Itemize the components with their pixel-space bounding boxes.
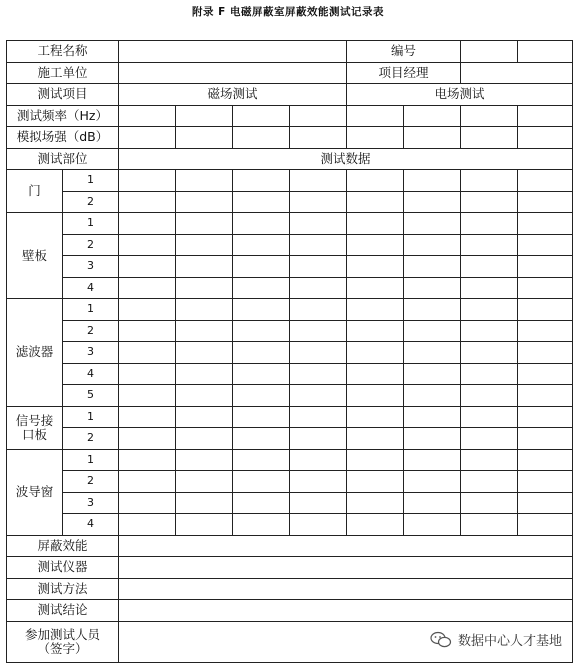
cell[interactable] xyxy=(404,170,461,192)
cell[interactable] xyxy=(176,385,233,407)
cell[interactable] xyxy=(119,428,176,450)
part-waveguide: 波导窗 xyxy=(7,449,63,535)
row-number: 1 xyxy=(63,406,119,428)
project-manager-label: 项目经理 xyxy=(347,62,461,84)
cell[interactable] xyxy=(347,342,404,364)
row-number: 2 xyxy=(63,471,119,493)
personnel-label: 参加测试人员（签字） xyxy=(7,621,119,662)
watermark-text: 数据中心人才基地 xyxy=(457,634,562,649)
cell[interactable] xyxy=(233,492,290,514)
cell[interactable] xyxy=(347,514,404,536)
cell[interactable] xyxy=(461,406,518,428)
cell[interactable] xyxy=(347,385,404,407)
cell[interactable] xyxy=(518,385,573,407)
cell[interactable] xyxy=(233,170,290,192)
cell[interactable] xyxy=(119,191,176,213)
cell[interactable] xyxy=(290,471,347,493)
part-door: 门 xyxy=(7,170,63,213)
cell[interactable] xyxy=(176,514,233,536)
cell[interactable] xyxy=(176,299,233,321)
part-signal-panel: 信号接口板 xyxy=(7,406,63,449)
cell[interactable] xyxy=(119,170,176,192)
part-filter: 滤波器 xyxy=(7,299,63,407)
cell[interactable] xyxy=(518,170,573,192)
cell[interactable] xyxy=(290,213,347,235)
electric-test-label: 电场测试 xyxy=(347,84,573,106)
cell[interactable] xyxy=(119,213,176,235)
cell[interactable] xyxy=(461,363,518,385)
cell[interactable] xyxy=(233,428,290,450)
cell[interactable] xyxy=(290,449,347,471)
conclusion-label: 测试结论 xyxy=(7,600,119,622)
wechat-icon xyxy=(430,631,452,649)
cell[interactable] xyxy=(404,514,461,536)
cell[interactable] xyxy=(233,320,290,342)
cell[interactable] xyxy=(404,492,461,514)
cell[interactable] xyxy=(461,234,518,256)
row-number: 2 xyxy=(63,320,119,342)
instrument-label: 测试仪器 xyxy=(7,557,119,579)
cell[interactable] xyxy=(233,342,290,364)
cell[interactable] xyxy=(290,428,347,450)
cell[interactable] xyxy=(290,127,347,149)
cell[interactable] xyxy=(176,406,233,428)
cell[interactable] xyxy=(119,299,176,321)
page-title: 附录 F 电磁屏蔽室屏蔽效能测试记录表 xyxy=(192,6,384,18)
cell[interactable] xyxy=(404,105,461,127)
cell[interactable] xyxy=(290,385,347,407)
test-data-label: 测试数据 xyxy=(119,148,573,170)
cell[interactable] xyxy=(347,320,404,342)
cell[interactable] xyxy=(119,105,176,127)
row-number: 1 xyxy=(63,170,119,192)
row-number: 1 xyxy=(63,213,119,235)
row-number: 2 xyxy=(63,234,119,256)
cell[interactable] xyxy=(119,385,176,407)
cell[interactable] xyxy=(233,277,290,299)
cell[interactable] xyxy=(233,385,290,407)
row-number: 3 xyxy=(63,256,119,278)
cell[interactable] xyxy=(119,449,176,471)
part-wall: 壁板 xyxy=(7,213,63,299)
cell[interactable] xyxy=(347,449,404,471)
cell[interactable] xyxy=(290,492,347,514)
row-number: 4 xyxy=(63,514,119,536)
project-manager-value[interactable] xyxy=(461,62,573,84)
cell[interactable] xyxy=(518,127,573,149)
cell[interactable] xyxy=(290,191,347,213)
cell[interactable] xyxy=(518,320,573,342)
cell[interactable] xyxy=(461,342,518,364)
watermark xyxy=(430,630,562,649)
cell[interactable] xyxy=(347,256,404,278)
cell[interactable] xyxy=(119,320,176,342)
cell[interactable] xyxy=(119,514,176,536)
row-number: 4 xyxy=(63,277,119,299)
row-number: 2 xyxy=(63,191,119,213)
cell[interactable] xyxy=(233,471,290,493)
cell[interactable] xyxy=(233,514,290,536)
cell[interactable] xyxy=(461,320,518,342)
cell[interactable] xyxy=(176,428,233,450)
cell[interactable] xyxy=(119,363,176,385)
cell[interactable] xyxy=(176,234,233,256)
cell[interactable] xyxy=(347,471,404,493)
cell[interactable] xyxy=(518,492,573,514)
cell[interactable] xyxy=(518,277,573,299)
cell[interactable] xyxy=(233,406,290,428)
sim-field-label: 模拟场强（dB） xyxy=(7,127,119,149)
cell[interactable] xyxy=(461,299,518,321)
cell[interactable] xyxy=(176,342,233,364)
cell[interactable] xyxy=(290,363,347,385)
cell[interactable] xyxy=(518,234,573,256)
cell[interactable] xyxy=(404,277,461,299)
cell[interactable] xyxy=(176,277,233,299)
cell[interactable] xyxy=(461,428,518,450)
cell[interactable] xyxy=(176,492,233,514)
cell[interactable] xyxy=(518,256,573,278)
cell[interactable] xyxy=(518,105,573,127)
cell[interactable] xyxy=(347,213,404,235)
cell[interactable] xyxy=(518,342,573,364)
cell[interactable] xyxy=(290,234,347,256)
cell[interactable] xyxy=(119,492,176,514)
cell[interactable] xyxy=(176,320,233,342)
cell[interactable] xyxy=(119,127,176,149)
cell[interactable] xyxy=(347,363,404,385)
cell[interactable] xyxy=(119,471,176,493)
cell[interactable] xyxy=(404,256,461,278)
cell[interactable] xyxy=(461,277,518,299)
cell[interactable] xyxy=(119,256,176,278)
cell[interactable] xyxy=(461,191,518,213)
cell[interactable] xyxy=(404,213,461,235)
cell[interactable] xyxy=(176,256,233,278)
cell[interactable] xyxy=(347,428,404,450)
test-frequency-label: 测试频率（Hz） xyxy=(7,105,119,127)
number-value[interactable] xyxy=(461,41,518,63)
cell[interactable] xyxy=(347,170,404,192)
cell[interactable] xyxy=(119,406,176,428)
cell[interactable] xyxy=(347,234,404,256)
cell[interactable] xyxy=(461,213,518,235)
cell[interactable] xyxy=(518,428,573,450)
cell[interactable] xyxy=(347,492,404,514)
cell[interactable] xyxy=(404,449,461,471)
cell[interactable] xyxy=(233,127,290,149)
cell[interactable] xyxy=(233,234,290,256)
row-number: 3 xyxy=(63,492,119,514)
cell[interactable] xyxy=(176,363,233,385)
cell[interactable] xyxy=(518,299,573,321)
cell[interactable] xyxy=(176,213,233,235)
cell[interactable] xyxy=(461,170,518,192)
cell[interactable] xyxy=(404,234,461,256)
cell[interactable] xyxy=(347,127,404,149)
construction-unit-label: 施工单位 xyxy=(7,62,119,84)
cell[interactable] xyxy=(290,105,347,127)
test-record-table xyxy=(6,40,573,663)
cell[interactable] xyxy=(290,514,347,536)
conclusion-value[interactable] xyxy=(119,600,573,622)
cell[interactable] xyxy=(404,406,461,428)
cell[interactable] xyxy=(518,471,573,493)
cell[interactable] xyxy=(233,191,290,213)
cell[interactable] xyxy=(233,213,290,235)
shield-efficiency-value[interactable] xyxy=(119,535,573,557)
row-number: 1 xyxy=(63,449,119,471)
row-number: 5 xyxy=(63,385,119,407)
cell[interactable] xyxy=(518,449,573,471)
cell[interactable] xyxy=(233,363,290,385)
magnetic-test-label: 磁场测试 xyxy=(119,84,347,106)
cell[interactable] xyxy=(518,514,573,536)
cell[interactable] xyxy=(461,127,518,149)
cell[interactable] xyxy=(404,299,461,321)
cell[interactable] xyxy=(347,277,404,299)
cell[interactable] xyxy=(461,449,518,471)
cell[interactable] xyxy=(290,277,347,299)
test-part-label: 测试部位 xyxy=(7,148,119,170)
construction-unit-value[interactable] xyxy=(119,62,347,84)
row-number: 4 xyxy=(63,363,119,385)
cell[interactable] xyxy=(119,277,176,299)
number-label: 编号 xyxy=(347,41,461,63)
cell[interactable] xyxy=(233,299,290,321)
cell[interactable] xyxy=(290,256,347,278)
cell[interactable] xyxy=(347,105,404,127)
cell[interactable] xyxy=(404,385,461,407)
cell[interactable] xyxy=(404,127,461,149)
cell[interactable] xyxy=(347,191,404,213)
cell[interactable] xyxy=(461,385,518,407)
cell[interactable] xyxy=(176,105,233,127)
cell[interactable] xyxy=(176,170,233,192)
cell[interactable] xyxy=(233,256,290,278)
cell[interactable] xyxy=(290,342,347,364)
shield-efficiency-label: 屏蔽效能 xyxy=(7,535,119,557)
cell[interactable] xyxy=(518,406,573,428)
cell[interactable] xyxy=(176,191,233,213)
method-value[interactable] xyxy=(119,578,573,600)
row-number: 3 xyxy=(63,342,119,364)
cell[interactable] xyxy=(461,471,518,493)
cell[interactable] xyxy=(233,105,290,127)
cell[interactable] xyxy=(176,127,233,149)
row-number: 2 xyxy=(63,428,119,450)
cell[interactable] xyxy=(404,363,461,385)
cell[interactable] xyxy=(119,342,176,364)
cell[interactable] xyxy=(461,492,518,514)
row-number: 1 xyxy=(63,299,119,321)
project-name-label: 工程名称 xyxy=(7,41,119,63)
cell[interactable] xyxy=(404,428,461,450)
cell[interactable] xyxy=(404,320,461,342)
method-label: 测试方法 xyxy=(7,578,119,600)
cell[interactable] xyxy=(518,191,573,213)
cell[interactable] xyxy=(518,213,573,235)
cell[interactable] xyxy=(290,299,347,321)
cell[interactable] xyxy=(404,471,461,493)
cell[interactable] xyxy=(347,299,404,321)
cell[interactable] xyxy=(290,320,347,342)
number-value-extra[interactable] xyxy=(518,41,573,63)
cell[interactable] xyxy=(518,363,573,385)
cell[interactable] xyxy=(176,449,233,471)
cell[interactable] xyxy=(404,191,461,213)
project-name-value[interactable] xyxy=(119,41,347,63)
cell[interactable] xyxy=(347,406,404,428)
cell[interactable] xyxy=(176,471,233,493)
cell[interactable] xyxy=(461,256,518,278)
cell[interactable] xyxy=(461,105,518,127)
instrument-value[interactable] xyxy=(119,557,573,579)
cell[interactable] xyxy=(290,406,347,428)
cell[interactable] xyxy=(461,514,518,536)
cell[interactable] xyxy=(404,342,461,364)
cell[interactable] xyxy=(233,449,290,471)
test-item-label: 测试项目 xyxy=(7,84,119,106)
cell[interactable] xyxy=(290,170,347,192)
cell[interactable] xyxy=(119,234,176,256)
